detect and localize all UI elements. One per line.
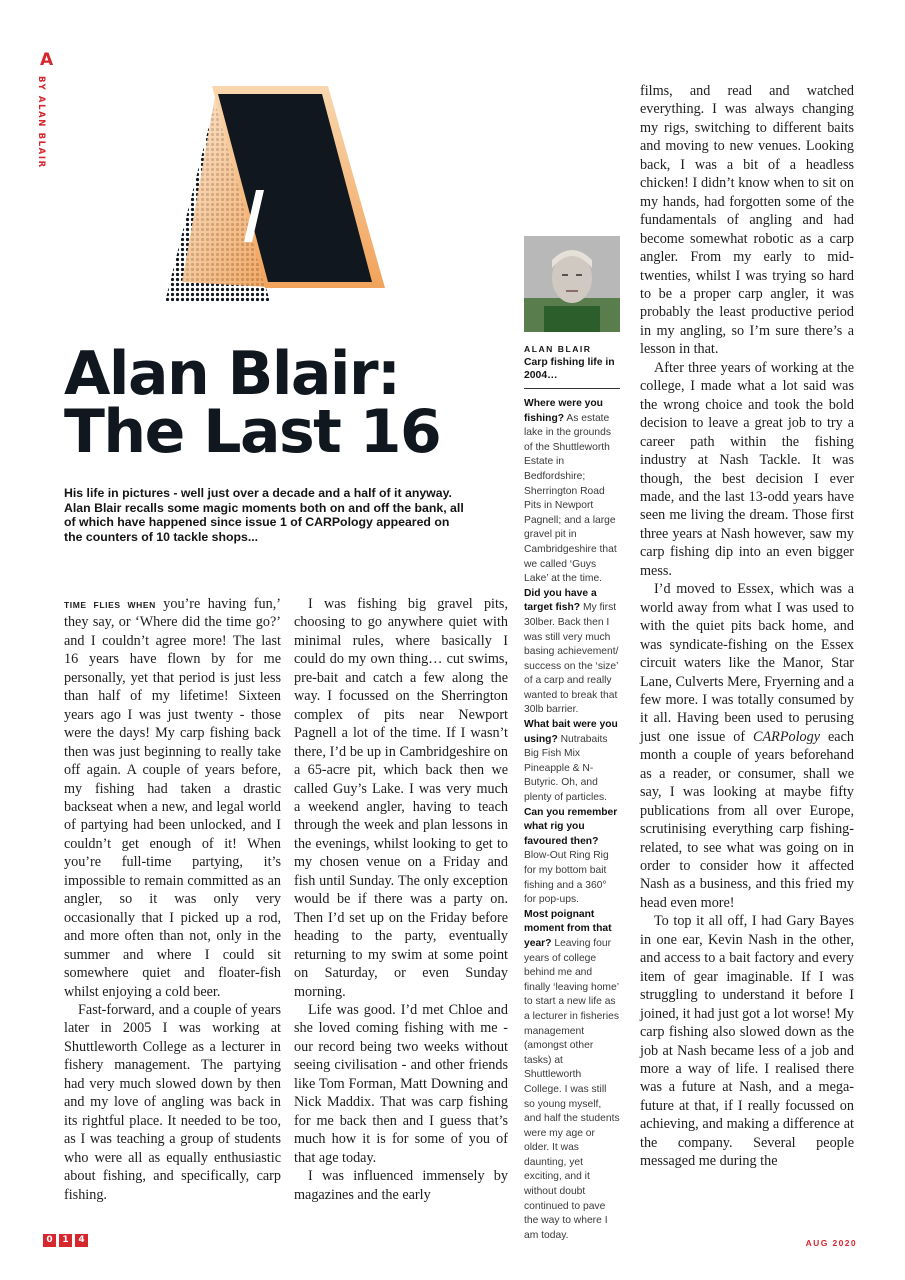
page-digit: 1: [59, 1234, 72, 1247]
magazine-name: CARPology: [753, 728, 821, 745]
paragraph: After three years of working at the college, I made what a lot said was the wrong choice and took the bold decision to leave a great job to try a career path within the fishing industry at Nash Tackle. It was though, the best decision I ever made, and the last 13-odd years have seen me living the dream. Those first three years at Nash however, saw my carp fishing dip into an even bigger mess.: [640, 359, 854, 579]
section-tab: [36, 50, 56, 170]
paragraph: I was fishing big gravel pits, choosing to go anywhere quiet with minimal rules, where basically I could do my own thing… cut swims, pre-bait and catch a few along the way. I focussed on the Sherrington complex of pits near Newport Pagnell a lot of the time. If I wasn’t there, I’d be up in Cambridgeshire on a 65-acre pit, which back then we called Guy’s Lake. I was very much a weekend angler, having to teach through the week and plan lessons in the evenings, whilst looking to get to my chosen venue on a Friday and fish until Sunday. The only exception would be if there was a party on. Then I’d set up on the Friday before heading to the party, eventually returning to my swim at some point on Saturday, or even Sunday morning.: [294, 596, 508, 1000]
sidebar-box: [524, 236, 620, 1243]
paragraph: I was influenced immensely by magazines and the early: [294, 1168, 508, 1203]
issue-date: AUG 2020: [805, 1238, 857, 1248]
paragraph: To top it all off, I had Gary Bayes in one ear, Kevin Nash in the other, and access to a bait factory and every item of gear imaginable. If I was struggling to understand it before I joined, it had just got a lot worse! My carp fishing also slowed down as the job at Nash became less of a job and more a way of life. I realised there was a future at Nash, and a mega-future at that, if I really focussed on achieving, and making a difference at the company. Several people messaged me during the: [640, 913, 854, 1170]
page-number: [43, 1234, 88, 1247]
feature-logo-graphic: [160, 82, 390, 304]
paragraph: [640, 580, 854, 912]
body-column-2: [294, 595, 508, 1204]
sidebar-name: ALAN BLAIR: [524, 344, 592, 354]
qa-answer: My first 30lber. Back then I was still very much basing achievement/ success on the ‘size’ of a carp and really wanted to break that 30lb barrier.: [524, 602, 619, 716]
portrait-photo: [524, 236, 620, 332]
qa-answer: Nutrabaits Big Fish Mix Pineapple & N-Butyric. Oh, and plenty of particles.: [524, 733, 608, 804]
lead-in: TIME FLIES WHEN: [64, 600, 156, 610]
title-line-2: The Last 16: [64, 397, 441, 467]
page-digit: 4: [75, 1234, 88, 1247]
paragraph-text: each month a couple of years beforehand as a reader, or consumer, shall we say, I was looking at maybe fifty publications from all over Europe, scrutinising everything carp fishing-related, to see what was going on in order to consider how it affected Nash as a business, and this fried my head even more!: [640, 728, 854, 911]
qa-question: Can you remember what rig you favoured then?: [524, 806, 618, 847]
qa-item: [524, 397, 620, 587]
qa-item: [524, 718, 620, 806]
qa-item: [524, 806, 620, 908]
sidebar-subtitle: Carp fishing life in 2004…: [524, 356, 620, 389]
qa-question: What bait were you using?: [524, 719, 618, 745]
byline: BY ALAN BLAIR: [36, 76, 46, 169]
page-digit: 0: [43, 1234, 56, 1247]
paragraph-text: I’d moved to Essex, which was a world away from what I was used to with the quiet pits back home, and was syndicate-fishing on the Essex circuit waters like the Manor, Star Lane, Culverts Mere, Fryerning and a few more. I was totally consumed by it all. Having been used to perusing just one issue of: [640, 581, 854, 745]
paragraph: Life was good. I’d met Chloe and she loved coming fishing with me - our record being two weeks without seeing civilisation - and other friends like Tom Forman, Matt Downing and Nick Maddix. That was carp fishing for me back then and I guess that’s much how it is for some of you of that age today.: [294, 1001, 508, 1166]
paragraph-text: you’re having fun,’ they say, or ‘Where did the time go?’ and I couldn’t agree more! The last 16 years have flown by for me personally, yet that period is just less than half of my lifetime! Sixteen years ago I was just twenty - those were the days! My carp fishing back then was just beginning to really take off again. A couple of years before, my fishing had taken a drastic backseat when a new, and legal world of partying had been unlocked, and I couldn’t get enough of it! When you’re full-time partying, it’s impossible to remain committed as an angler, so it was only very occasionally that I picked up a rod, and more often than not, only in the summer and where I could sit somewhere quiet and floater-fish whilst enjoying a cold beer.: [64, 596, 281, 1000]
sidebar-qa-list: [524, 397, 620, 1243]
qa-answer: Leaving four years of college behind me and finally ‘leaving home’ to start a new life as a lecturer in fisheries management (amongst other tasks) at Shuttleworth College. I was still so young myself, and half the students were my age or older. It was daunting, yet exciting, and it without doubt continued to pave the way to where I am today.: [524, 937, 620, 1241]
qa-question: Did you have a target fish?: [524, 587, 597, 614]
standfirst: His life in pictures - well just over a decade and a half of it anyway. Alan Blair recalls some magic moments both on and off the bank, all of which have happened since issue 1 of CARPology appeared on the counters of 10 tackle shops...: [64, 486, 464, 544]
paragraph: Fast-forward, and a couple of years later in 2005 I was working at Shuttleworth College as a lecturer in fishery management. The partying had very much slowed down by then and my love of angling was back in its rightful place. It needed to be too, as I was teaching a group of students who were all as equally enthusiastic about fishing, and specifically, carp fishing.: [64, 1001, 281, 1203]
article-title: [64, 339, 484, 467]
paragraph: films, and read and watched everything. I was always changing my rigs, switching to different baits and moving to new venues. Looking back, I was a bit of a headless chicken! I didn’t know when to sit on my hands, had forgotten some of the fundamentals of angling and had become somewhat robotic as a carp angler. From my early to mid-twenties, whilst I was trying so hard to be a proper carp angler, it was probably the least productive period in my angling, so I’m sure there’s a lesson in that.: [640, 83, 854, 358]
qa-question: Most poignant moment from that year?: [524, 908, 612, 949]
section-letter: A: [40, 50, 54, 70]
title-line-1: Alan Blair:: [64, 339, 400, 409]
qa-question: Where were you fishing?: [524, 398, 603, 424]
qa-answer: Blow-Out Ring Rig for my bottom bait fishing and a 360° for pop-ups.: [524, 850, 609, 906]
qa-item: [524, 908, 620, 1244]
paragraph: [64, 595, 281, 1001]
qa-answer: As estate lake in the grounds of the Shuttleworth Estate in Bedfordshire; Sherrington Road Pits in Newport Pagnell; and a large gravel pit in Cambridgeshire that we called ‘Guys Lake’ at the time.: [524, 412, 617, 585]
body-column-4: [640, 82, 854, 1171]
body-column-1: [64, 595, 281, 1204]
qa-item: [524, 587, 620, 718]
